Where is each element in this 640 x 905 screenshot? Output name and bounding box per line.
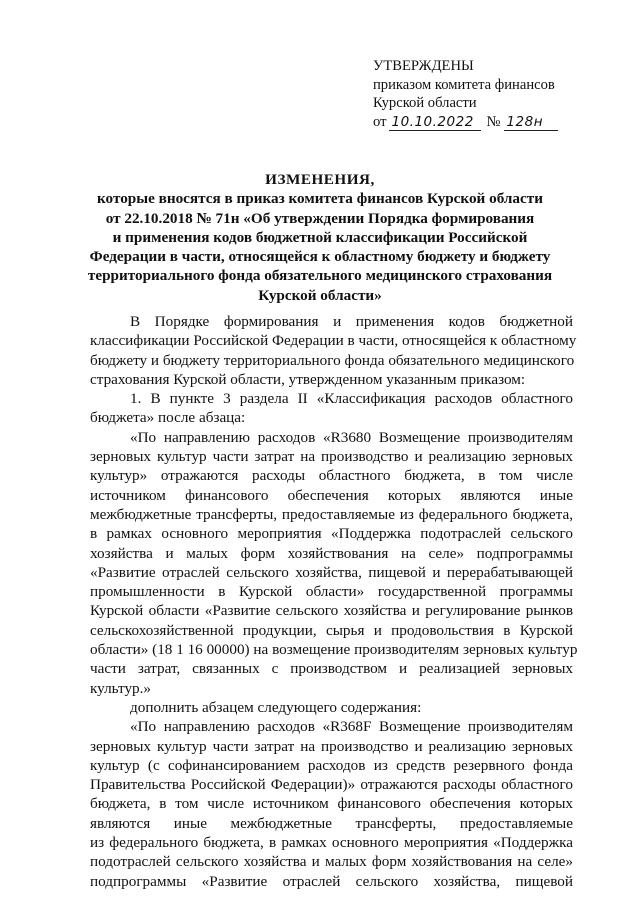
body-line: подпрограммы «Развитие отраслей сельского хозяйства, пищевой xyxy=(90,872,573,890)
body-line: сельскохозяйственной продукции, сырья и продовольствия в Курской xyxy=(90,621,573,639)
body-line: бюджета, в том числе источником финансового обеспечения которых xyxy=(90,795,573,813)
handwritten-number: 128н xyxy=(504,115,558,131)
approval-date-line xyxy=(373,113,613,132)
body-line: межбюджетные трансферты, предоставляемые из федерального бюджета, xyxy=(90,505,573,523)
body-line: зерновых культур части затрат на производство и реализацию зерновых xyxy=(90,448,573,466)
body-line: хозяйства и малых форм хозяйствования на селе» подпрограммы xyxy=(90,544,573,562)
approval-line: приказом комитета финансов xyxy=(373,76,555,93)
body-line: «По направлению расходов «R368F Возмещение производителям xyxy=(130,718,573,736)
approval-block xyxy=(373,57,613,131)
body-line: источником финансового обеспечения которых являются иные xyxy=(90,486,573,504)
from-label: от xyxy=(373,113,387,130)
document-title xyxy=(80,170,560,305)
number-label: № xyxy=(486,113,501,130)
body-line: бюджета» после абзаца: xyxy=(90,409,246,427)
title-line: территориального фонда обязательного медицинского страхования xyxy=(87,267,553,285)
body-line: являются иные межбюджетные трансферты, предоставляемые xyxy=(90,814,573,832)
body-line: В Порядке формирования и применения кодов бюджетной xyxy=(130,313,573,330)
body-line: «Развитие отраслей сельского хозяйства, пищевой и перерабатывающей xyxy=(90,563,573,581)
body-line: дополнить абзацем следующего содержания: xyxy=(130,698,422,716)
title-heading: ИЗМЕНЕНИЯ, xyxy=(265,171,375,188)
body-line: зерновых культур части затрат на производство и реализацию зерновых xyxy=(90,737,573,755)
body-line: части затрат, связанных с производством и реализацией зерновых xyxy=(90,660,573,678)
body-line: подотраслей сельского хозяйства и малых форм хозяйствования на селе» xyxy=(90,853,573,871)
body-line: из федерального бюджета, в рамках основного мероприятия «Поддержка xyxy=(90,834,573,852)
body-line: области» (18 1 16 00000) на возмещение производителям зерновых культур xyxy=(90,641,578,659)
title-line: от 22.10.2018 № 71н «Об утверждении Порядка формирования xyxy=(105,209,535,227)
approval-heading: УТВЕРЖДЕНЫ xyxy=(373,58,474,74)
body-line: классификации Российской Федерации в части, относящейся к областному xyxy=(90,332,577,350)
body-line: культур» отражаются расходы областного бюджета, в том числе xyxy=(90,467,573,485)
body-line: бюджету и бюджету территориального фонда обязательного медицинского xyxy=(90,351,575,369)
body-line: культур (с софинансированием расходов из средств резервного фонда xyxy=(90,756,573,774)
body-line: «По направлению расходов «R3680 Возмещение производителям xyxy=(130,428,573,446)
body-line: 1. В пункте 3 раздела II «Классификация расходов областного xyxy=(130,390,573,408)
title-line: Федерации в части, относящейся к областному бюджету и бюджету xyxy=(89,248,551,266)
approval-line: Курской области xyxy=(373,95,477,111)
body-line: страхования Курской области, утвержденном указанным приказом: xyxy=(90,370,526,388)
title-line: которые вносятся в приказ комитета финансов Курской области xyxy=(97,190,543,208)
handwritten-date: 10.10.2022 xyxy=(389,115,481,131)
title-line: и применения кодов бюджетной классификации Российской xyxy=(112,228,528,246)
body-line: культур.» xyxy=(90,679,152,697)
body-line: промышленности в Курской области» государственной программы xyxy=(90,583,573,601)
document-body xyxy=(90,312,578,891)
body-line: Курской области «Развитие сельского хозяйства и регулирование рынков xyxy=(90,602,573,620)
title-line: Курской области» xyxy=(258,286,382,304)
body-line: Правительства Российской Федерации)» отражаются расходы областного xyxy=(90,776,573,794)
body-line: в рамках основного мероприятия «Поддержка подотраслей сельского xyxy=(90,525,573,543)
